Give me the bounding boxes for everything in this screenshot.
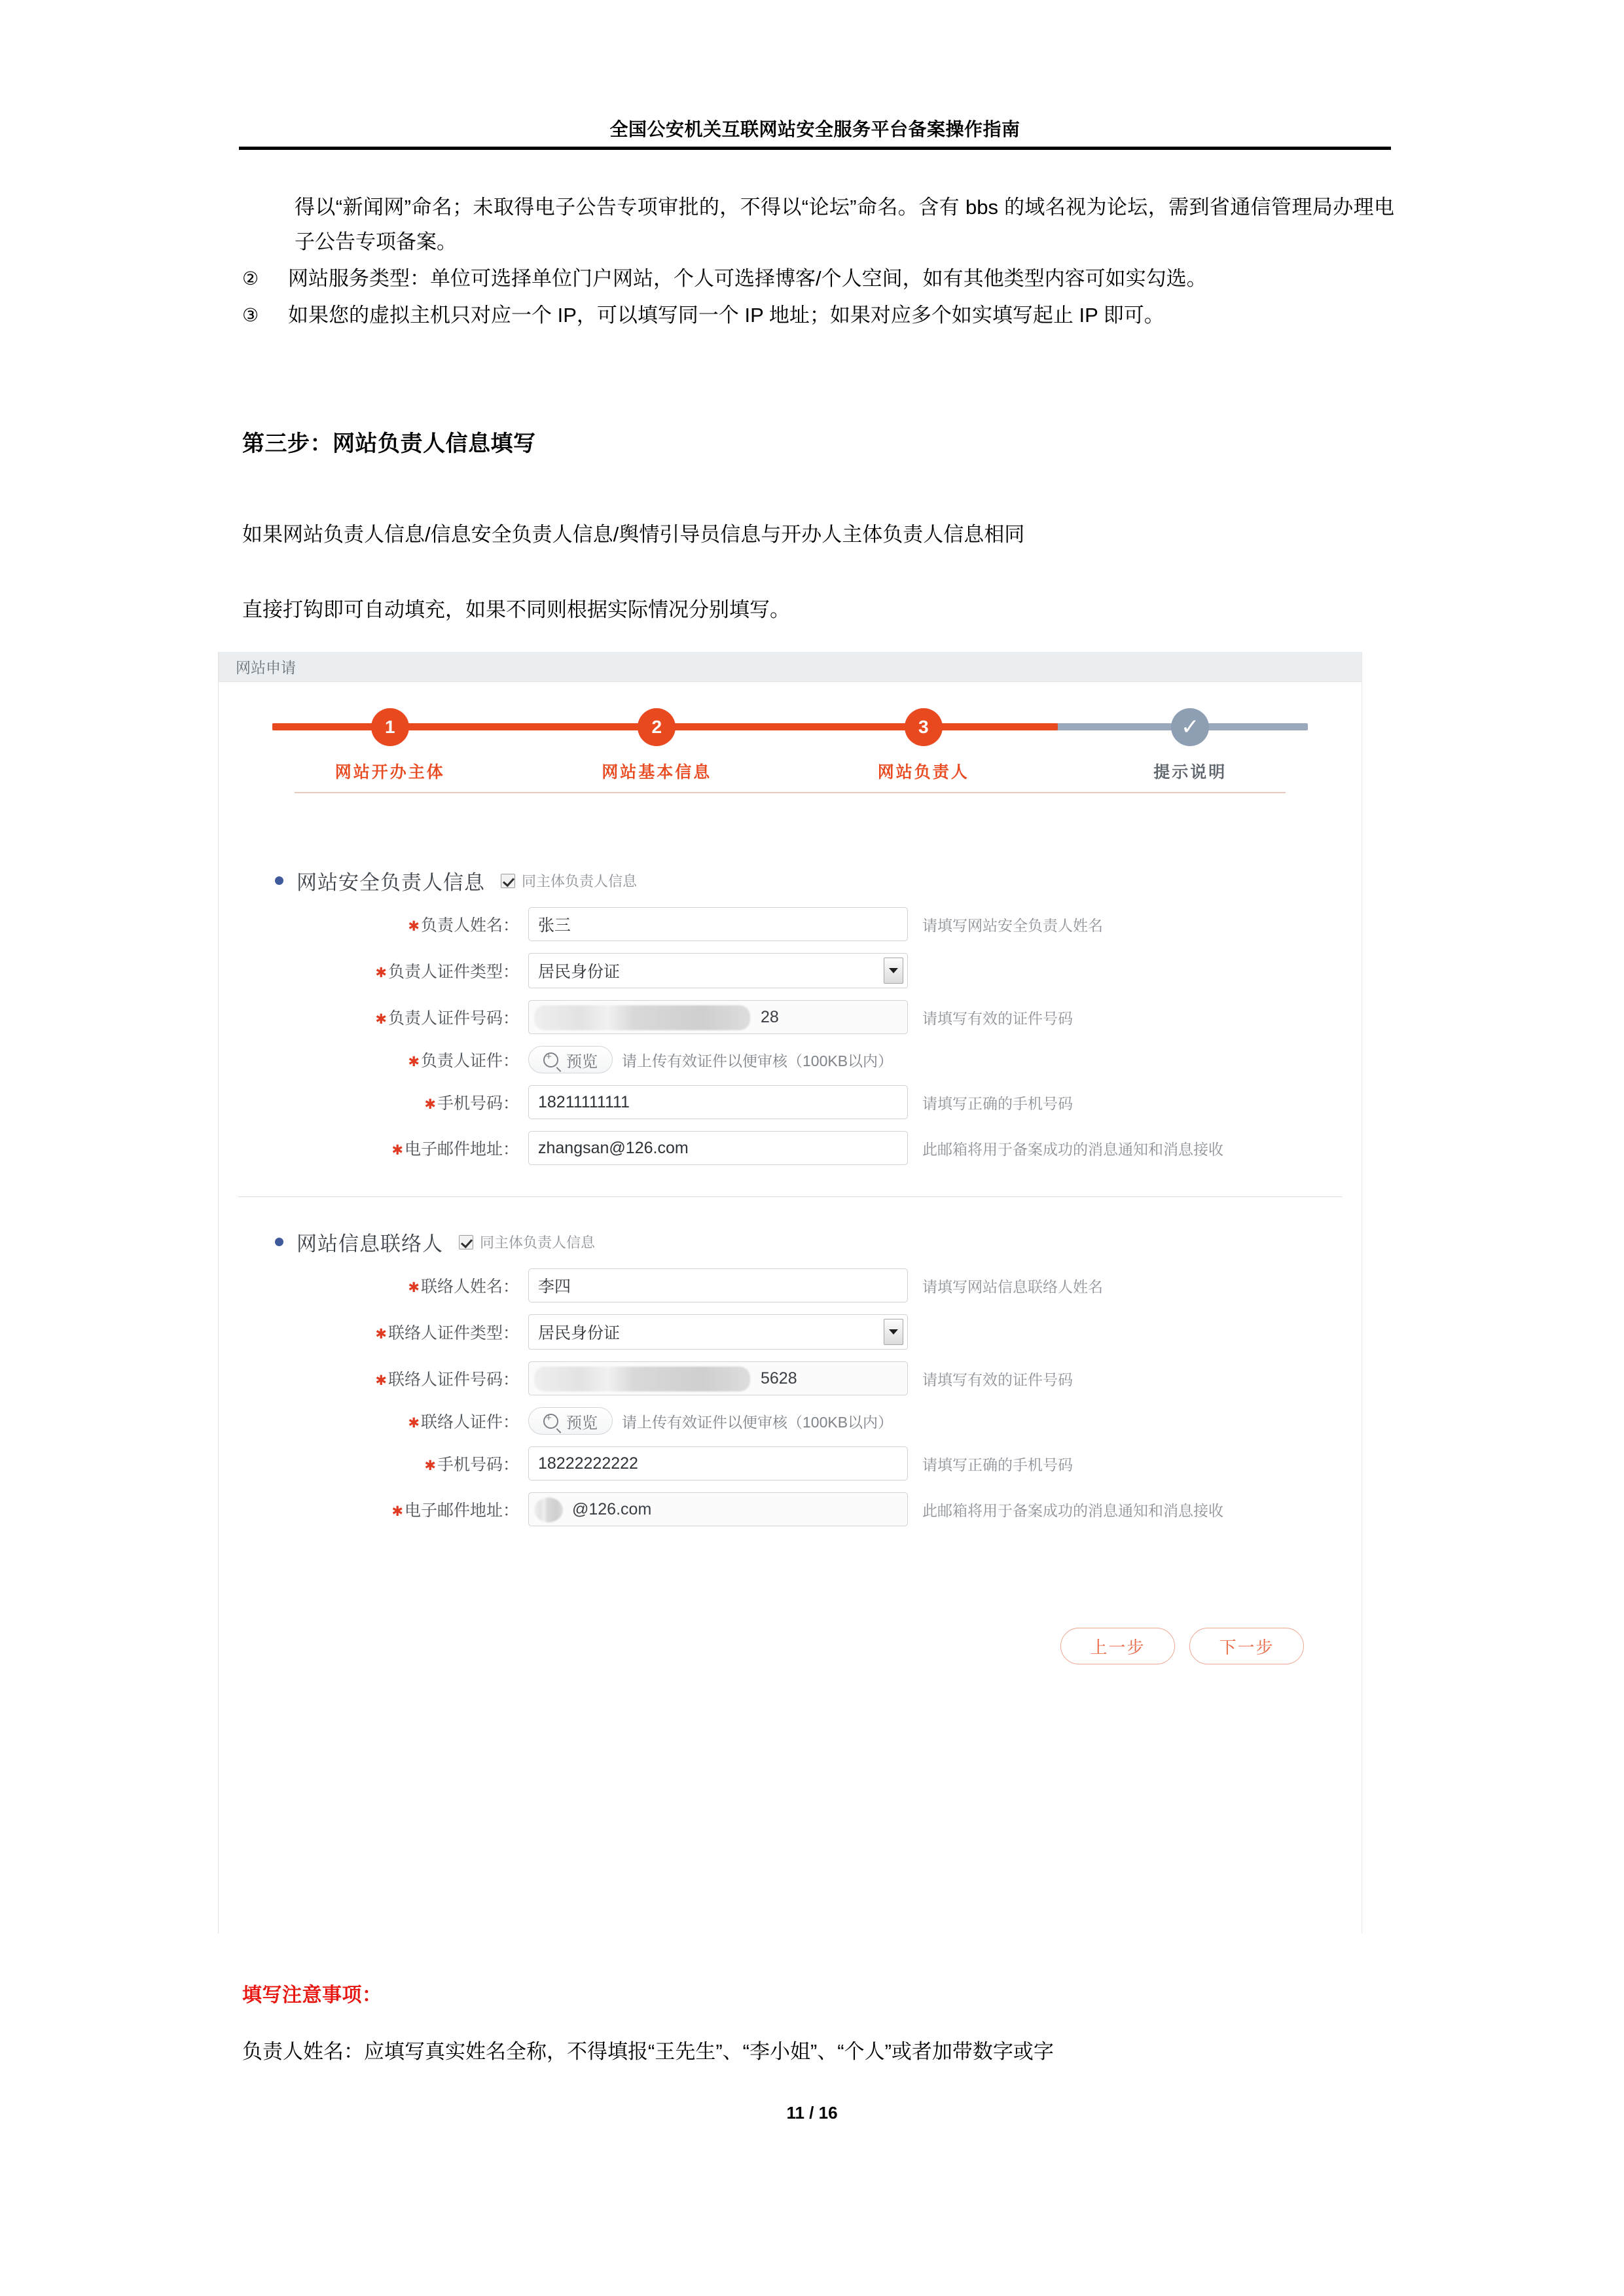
field-hint: 请上传有效证件以便审核（100KB以内）	[622, 1052, 893, 1069]
field-label	[257, 1090, 528, 1114]
same-as-subject-toggle[interactable]	[501, 870, 637, 891]
contact-email-input[interactable]	[528, 1492, 908, 1526]
field-label	[257, 1048, 528, 1071]
form-section-security-officer	[219, 836, 1362, 1165]
field-hint: 请填写有效的证件号码	[922, 1371, 1073, 1388]
magnifier-plus-icon	[543, 1414, 558, 1429]
field-hint: 请填写网站安全负责人姓名	[922, 916, 1103, 934]
contact-id-number-input[interactable]	[528, 1361, 908, 1395]
contact-certificate-preview-button[interactable]	[528, 1407, 613, 1435]
app-titlebar	[219, 652, 1362, 682]
step-2-circle: 2	[638, 708, 676, 746]
header-rule	[239, 147, 1391, 150]
wizard-navigation	[219, 1628, 1362, 1664]
numbered-item-text: 如果您的虚拟主机只对应一个 IP，可以填写同一个 IP 地址；如果对应多个如实填写起止 IP 即可。	[288, 304, 1164, 327]
step-4-check-glyph: ✓	[1181, 715, 1200, 740]
step-3-label: 网站负责人	[877, 763, 969, 781]
field-label-text: 电子邮件地址：	[404, 1501, 519, 1520]
document-running-header	[239, 118, 1391, 141]
field-label	[257, 1409, 528, 1433]
numbered-item	[242, 298, 1394, 332]
officer-id-number-input[interactable]	[528, 1000, 908, 1034]
stepper-step-2[interactable]	[524, 702, 791, 788]
field-row-officer-phone	[257, 1085, 1324, 1119]
contact-name-input[interactable]: 李四	[528, 1268, 908, 1302]
field-row-contact-name	[257, 1268, 1324, 1302]
page-number-footer: 11 / 16	[786, 2103, 838, 2123]
continued-paragraph: 得以“新闻网”命名；未取得电子公告专项审批的，不得以“论坛”命名。含有 bbs 的域名视为论坛，需到省通信管理局办理电子公告专项备案。	[295, 196, 1394, 253]
field-label	[257, 1452, 528, 1475]
wizard-stepper	[219, 702, 1362, 836]
section-title: 网站安全负责人信息	[297, 871, 485, 894]
field-label	[257, 1498, 528, 1521]
required-marker-icon: ✱	[375, 965, 387, 980]
field-label-text: 负责人证件号码：	[388, 1009, 519, 1028]
field-row-contact-email	[257, 1492, 1324, 1526]
field-row-officer-name	[257, 907, 1324, 941]
contact-id-number-visible-digits: 5628	[761, 1369, 797, 1388]
checkmark-icon	[1171, 708, 1209, 746]
preview-button-label: 预览	[566, 1414, 598, 1432]
select-value: 居民身份证	[538, 963, 621, 981]
notes-body: 负责人姓名：应填写真实姓名全称，不得填报“王先生”、“李小姐”、“个人”或者加带数字或字	[242, 2040, 1054, 2063]
embedded-screenshot-panel	[218, 652, 1362, 1933]
lead-paragraph-line-2: 直接打钩即可自动填充，如果不同则根据实际情况分别填写。	[242, 598, 790, 621]
required-marker-icon: ✱	[375, 1327, 387, 1342]
required-marker-icon: ✱	[375, 1012, 387, 1027]
contact-phone-input[interactable]: 18222222222	[528, 1446, 908, 1480]
field-row-officer-id-number	[257, 1000, 1324, 1034]
checkbox-checked-icon[interactable]	[459, 1235, 473, 1249]
field-label	[257, 1136, 528, 1160]
redaction-overlay	[534, 1005, 750, 1030]
field-label-text: 联络人证件号码：	[388, 1371, 519, 1389]
field-row-officer-email	[257, 1131, 1324, 1165]
field-label-text: 手机号码：	[437, 1094, 519, 1113]
numbered-item-text: 网站服务类型：单位可选择单位门户网站，个人可选择博客/个人空间，如有其他类型内容可如实勾选。	[288, 267, 1207, 290]
stepper-step-4[interactable]	[1057, 702, 1324, 788]
required-marker-icon: ✱	[408, 919, 420, 934]
field-row-officer-certificate	[257, 1046, 1324, 1073]
numbered-item-marker: ②	[242, 268, 259, 289]
field-label	[257, 1320, 528, 1344]
field-hint: 请填写正确的手机号码	[922, 1456, 1073, 1473]
numbered-item	[242, 261, 1394, 296]
field-label-text: 联络人姓名：	[420, 1278, 519, 1296]
stepper-step-1[interactable]	[257, 702, 524, 788]
required-marker-icon: ✱	[408, 1280, 420, 1295]
chevron-down-icon[interactable]	[884, 958, 903, 984]
field-hint: 请上传有效证件以便审核（100KB以内）	[622, 1413, 893, 1431]
contact-id-type-select[interactable]	[528, 1314, 908, 1350]
required-marker-icon: ✱	[424, 1458, 436, 1473]
step-1-label: 网站开办主体	[334, 763, 445, 781]
step-2-label: 网站基本信息	[602, 763, 712, 781]
section-title: 网站信息联络人	[297, 1232, 443, 1255]
field-row-contact-phone	[257, 1446, 1324, 1480]
field-label-text: 负责人姓名：	[420, 916, 519, 935]
running-header-title: 全国公安机关互联网站安全服务平台备案操作指南	[609, 119, 1020, 139]
field-hint: 此邮箱将用于备案成功的消息通知和消息接收	[922, 1501, 1223, 1519]
required-marker-icon: ✱	[375, 1373, 387, 1388]
required-marker-icon: ✱	[424, 1097, 436, 1112]
checkbox-checked-icon[interactable]	[501, 874, 515, 888]
officer-email-input[interactable]: zhangsan@126.com	[528, 1131, 908, 1165]
field-label	[257, 959, 528, 982]
field-hint: 请填写有效的证件号码	[922, 1009, 1073, 1027]
section-bullet-icon	[275, 1238, 283, 1246]
officer-id-number-visible-digits: 28	[761, 1007, 779, 1026]
required-marker-icon: ✱	[391, 1504, 403, 1519]
field-label	[257, 1367, 528, 1390]
section-header	[257, 1197, 1324, 1257]
notes-title: 填写注意事项：	[242, 1984, 382, 2006]
field-hint: 请填写正确的手机号码	[922, 1094, 1073, 1112]
same-as-subject-toggle[interactable]	[459, 1232, 595, 1252]
required-marker-icon: ✱	[408, 1054, 420, 1069]
officer-name-input[interactable]: 张三	[528, 907, 908, 941]
lead-paragraph-line-1: 如果网站负责人信息/信息安全负责人信息/舆情引导员信息与开办人主体负责人信息相同	[242, 523, 1025, 546]
numbered-item-marker: ③	[242, 305, 259, 325]
step-3-circle: 3	[905, 708, 943, 746]
officer-id-type-select[interactable]	[528, 953, 908, 988]
section-bullet-icon	[275, 876, 283, 885]
field-label	[257, 1274, 528, 1297]
field-row-officer-id-type	[257, 953, 1324, 988]
form-section-info-contact	[219, 1197, 1362, 1526]
officer-phone-input[interactable]: 18211111111	[528, 1085, 908, 1119]
step-4-label: 提示说明	[1153, 763, 1227, 781]
select-value: 居民身份证	[538, 1324, 621, 1342]
preview-button-label: 预览	[566, 1052, 598, 1071]
field-label	[257, 912, 528, 936]
stepper-divider	[295, 792, 1286, 793]
redaction-overlay	[534, 1498, 563, 1522]
magnifier-plus-icon	[543, 1052, 558, 1067]
required-marker-icon: ✱	[408, 1416, 420, 1431]
field-label-text: 手机号码：	[437, 1456, 519, 1474]
section-header	[257, 836, 1324, 895]
chevron-down-icon[interactable]	[884, 1319, 903, 1345]
same-as-subject-label: 同主体负责人信息	[480, 1234, 596, 1251]
field-label-text: 联络人证件：	[420, 1413, 519, 1431]
body-text-block	[242, 190, 1394, 332]
same-as-subject-label: 同主体负责人信息	[522, 873, 638, 889]
section-heading-step-three: 第三步：网站负责人信息填写	[242, 431, 536, 456]
field-row-contact-id-type	[257, 1314, 1324, 1350]
next-step-button[interactable]: 下一步	[1189, 1628, 1304, 1664]
field-label-text: 电子邮件地址：	[404, 1140, 519, 1158]
contact-email-visible-text: @126.com	[572, 1499, 652, 1518]
step-1-circle: 1	[371, 708, 409, 746]
app-title: 网站申请	[236, 659, 296, 676]
field-label	[257, 1005, 528, 1029]
field-label-text: 联络人证件类型：	[388, 1324, 519, 1342]
stepper-step-3[interactable]	[790, 702, 1057, 788]
redaction-overlay	[534, 1367, 750, 1391]
previous-step-button[interactable]: 上一步	[1060, 1628, 1175, 1664]
field-label-text: 负责人证件：	[420, 1052, 519, 1070]
field-hint: 请填写网站信息联络人姓名	[922, 1278, 1103, 1295]
required-marker-icon: ✱	[391, 1143, 403, 1158]
field-label-text: 负责人证件类型：	[388, 963, 519, 981]
field-row-contact-id-number	[257, 1361, 1324, 1395]
field-row-contact-certificate	[257, 1407, 1324, 1435]
field-hint: 此邮箱将用于备案成功的消息通知和消息接收	[922, 1140, 1223, 1158]
officer-certificate-preview-button[interactable]	[528, 1046, 613, 1073]
